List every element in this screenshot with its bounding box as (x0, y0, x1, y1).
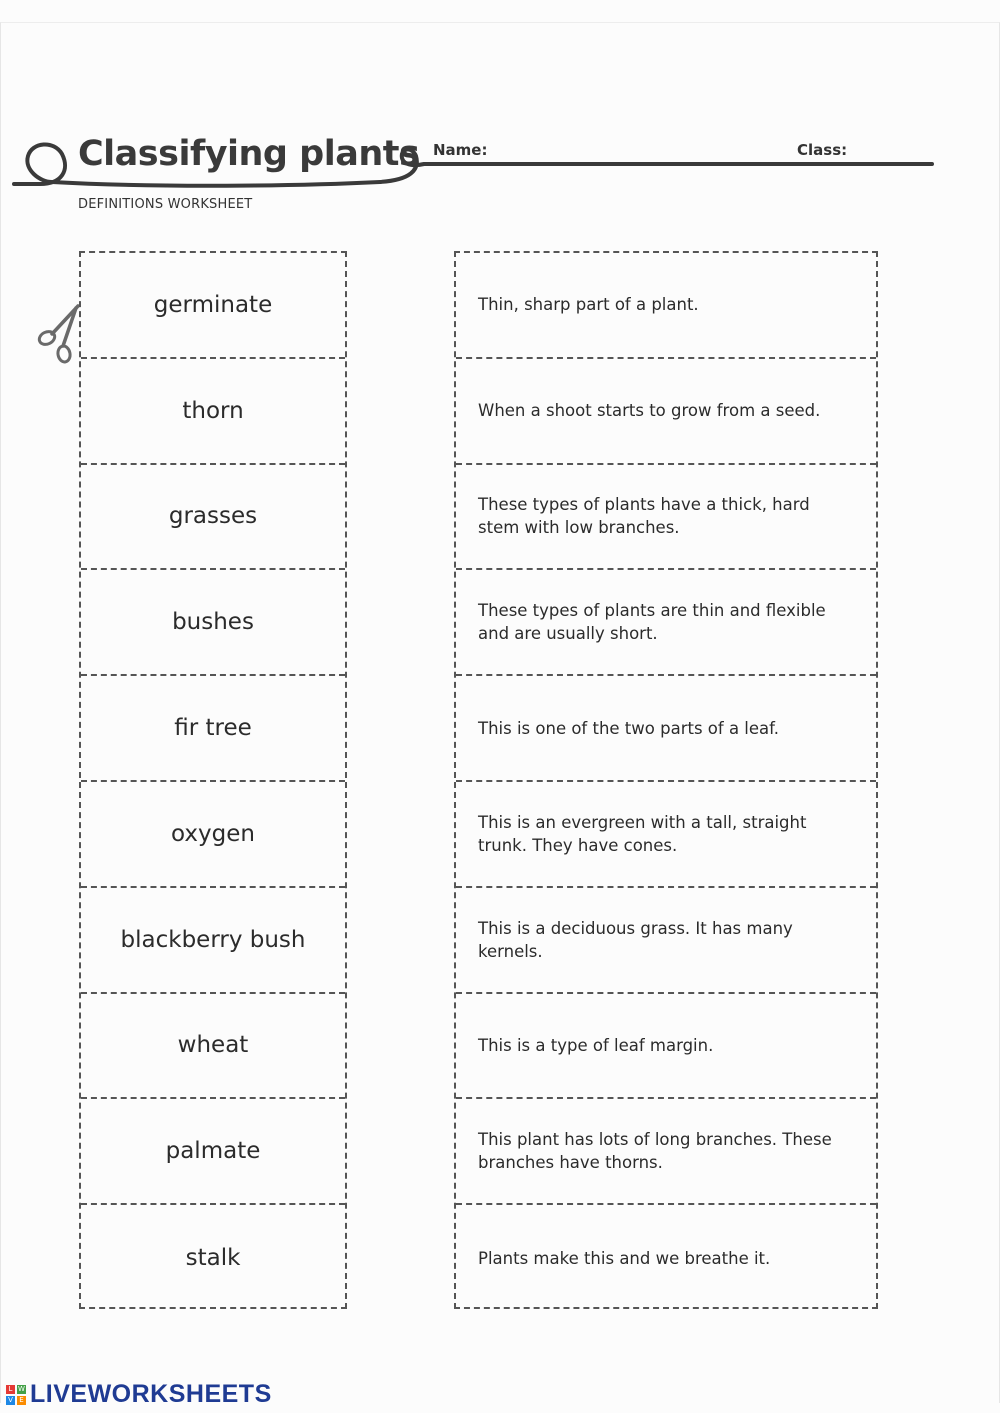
definition-line: stem with low branches. (478, 518, 680, 538)
term-text: stalk (185, 1245, 241, 1272)
logo-block: L (6, 1385, 15, 1394)
definition-line: When a shoot starts to grow from a seed. (478, 401, 821, 421)
term-text: thorn (182, 397, 244, 424)
term-text: blackberry bush (120, 926, 306, 953)
term-text: grasses (168, 503, 258, 530)
class-label: Class: (797, 141, 848, 159)
definition-card[interactable] (456, 994, 876, 1100)
term-card[interactable] (81, 465, 345, 571)
term-card[interactable] (81, 994, 345, 1100)
term-text: bushes (172, 609, 254, 636)
term-card[interactable] (81, 1099, 345, 1205)
logo-block: E (17, 1396, 26, 1405)
definition-line: This is an evergreen with a tall, straight (478, 812, 807, 832)
definition-line: Thin, sharp part of a plant. (478, 295, 699, 315)
definition-line: These types of plants have a thick, hard (478, 495, 810, 515)
logo-block: V (6, 1396, 15, 1405)
definition-card[interactable] (456, 676, 876, 782)
logo-blocks-icon (6, 1385, 26, 1405)
term-text: wheat (177, 1032, 249, 1059)
definition-card[interactable] (456, 1205, 876, 1311)
definition-card[interactable] (456, 1099, 876, 1205)
definition-line: kernels. (478, 941, 543, 961)
term-card[interactable] (81, 1205, 345, 1311)
definition-line: Plants make this and we breathe it. (478, 1248, 771, 1268)
term-card[interactable] (81, 359, 345, 465)
definition-line: and are usually short. (478, 624, 658, 644)
term-text: oxygen (171, 820, 255, 847)
worksheet-title: Classifying plants (78, 134, 420, 174)
term-card[interactable] (81, 253, 345, 359)
definition-card[interactable] (456, 359, 876, 465)
term-card[interactable] (81, 782, 345, 888)
definition-line: This plant has lots of long branches. These (478, 1130, 832, 1150)
definition-card[interactable] (456, 465, 876, 571)
worksheet-subtitle: DEFINITIONS WORKSHEET (78, 197, 253, 212)
term-card[interactable] (81, 888, 345, 994)
liveworksheets-logo (6, 1380, 272, 1409)
term-text: palmate (165, 1138, 261, 1165)
logo-block: W (18, 1384, 25, 1393)
term-text: germinate (153, 291, 273, 318)
term-card[interactable] (81, 676, 345, 782)
definition-line: This is a deciduous grass. It has many (478, 918, 793, 938)
definition-card[interactable] (456, 570, 876, 676)
definition-line: trunk. They have cones. (478, 835, 678, 855)
definition-line: branches have thorns. (478, 1153, 663, 1173)
term-card[interactable] (81, 570, 345, 676)
left-curl (14, 144, 65, 184)
definition-line: This is a type of leaf margin. (478, 1035, 714, 1055)
definition-card[interactable] (456, 888, 876, 994)
scissors-icon (36, 302, 82, 368)
logo-text: LIVEWORKSHEETS (30, 1380, 272, 1408)
definition-line: This is one of the two parts of a leaf. (478, 718, 779, 738)
term-text: fir tree (174, 715, 252, 742)
definition-card[interactable] (456, 253, 876, 359)
definition-line: These types of plants are thin and flexible (478, 601, 826, 621)
terms-column (79, 251, 347, 1309)
name-label: Name: (433, 141, 488, 159)
definitions-column (454, 251, 878, 1309)
definition-card[interactable] (456, 782, 876, 888)
